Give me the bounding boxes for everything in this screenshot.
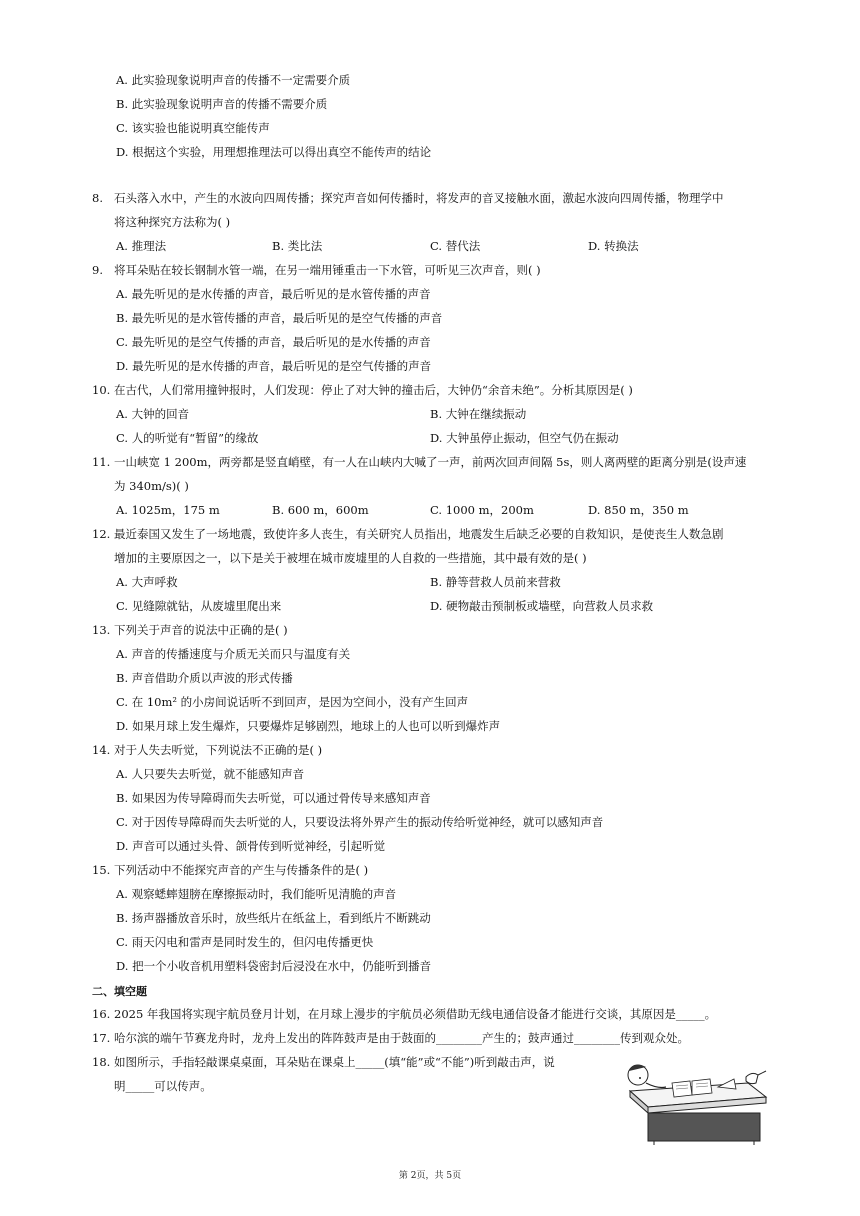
q13-option-b: B. 声音借助介质以声波的形式传播 xyxy=(116,671,293,685)
q8-option-b: B. 类比法 xyxy=(272,239,323,253)
ear-on-desk-illustration xyxy=(620,1053,768,1145)
q11-option-a: A. 1025m，175 m xyxy=(116,503,220,517)
q7-option-d: D. 根据这个实验，用理想推理法可以得出真空不能传声的结论 xyxy=(116,145,432,159)
q15-stem-line1: 下列活动中不能探究声音的产生与传播条件的是( ) xyxy=(114,863,369,877)
q18-stem-line1: 如图所示，手指轻敲课桌桌面，耳朵贴在课桌上_____(填“能”或“不能”)听到敲击声，说 xyxy=(114,1055,555,1069)
q12-option-c: C. 见缝隙就钻，从废墟里爬出来 xyxy=(116,599,282,613)
q15-option-b: B. 扬声器播放音乐时，放些纸片在纸盆上，看到纸片不断跳动 xyxy=(116,911,431,925)
q17-stem-line1: 哈尔滨的端午节赛龙舟时，龙舟上发出的阵阵鼓声是由于鼓面的________产生的；鼓声通过________传到观众处。 xyxy=(114,1031,689,1045)
q12-stem-line1: 最近泰国又发生了一场地震，致使许多人丧生，有关研究人员指出，地震发生后缺乏必要的自救知识，是使丧生人数急剧 xyxy=(114,527,724,541)
q14-stem-line1: 对于人失去听觉，下列说法不正确的是( ) xyxy=(114,743,323,757)
q9-option-c: C. 最先听见的是空气传播的声音，最后听见的是水传播的声音 xyxy=(116,335,431,349)
q11-stem-line2: 为 340m/s)( ) xyxy=(114,479,189,493)
q9-option-b: B. 最先听见的是水管传播的声音，最后听见的是空气传播的声音 xyxy=(116,311,443,325)
q8-option-c: C. 替代法 xyxy=(430,239,481,253)
q16-stem-line1: 2025 年我国将实现宇航员登月计划，在月球上漫步的宇航员必须借助无线电通信设备才能进行交谈，其原因是_____。 xyxy=(114,1007,717,1021)
q12-option-a: A. 大声呼救 xyxy=(116,575,178,589)
q13-option-d: D. 如果月球上发生爆炸，只要爆炸足够剧烈，地球上的人也可以听到爆炸声 xyxy=(116,719,501,733)
q14-option-b: B. 如果因为传导障碍而失去听觉，可以通过骨传导来感知声音 xyxy=(116,791,431,805)
q10-option-a: A. 大钟的回音 xyxy=(116,407,190,421)
q10-number: 10. xyxy=(92,383,111,397)
q13-number: 13. xyxy=(92,623,111,637)
q15-option-a: A. 观察蟋蟀翅膀在摩擦振动时，我们能听见清脆的声音 xyxy=(116,887,397,901)
q11-option-b: B. 600 m，600m xyxy=(272,503,369,517)
q16-number: 16. xyxy=(92,1007,111,1021)
q8-number: 8. xyxy=(92,191,103,205)
page-footer: 第 2页，共 5页 xyxy=(398,1171,462,1181)
q10-option-d: D. 大钟虽停止振动，但空气仍在振动 xyxy=(430,431,619,445)
q17-number: 17. xyxy=(92,1031,111,1045)
q12-option-b: B. 静等营救人员前来营救 xyxy=(430,575,561,589)
q15-option-c: C. 雨天闪电和雷声是同时发生的，但闪电传播更快 xyxy=(116,935,374,949)
q12-number: 12. xyxy=(92,527,111,541)
q12-option-d: D. 硬物敲击预制板或墙壁，向营救人员求救 xyxy=(430,599,654,613)
q8-stem-line1: 石头落入水中，产生的水波向四周传播；探究声音如何传播时，将发声的音叉接触水面，激起水波向四周传播，物理学中 xyxy=(114,191,724,205)
q9-number: 9. xyxy=(92,263,103,277)
q11-option-d: D. 850 m，350 m xyxy=(588,503,689,517)
q11-number: 11. xyxy=(92,455,111,469)
q7-option-a: A. 此实验现象说明声音的传播不一定需要介质 xyxy=(116,73,351,87)
q14-option-a: A. 人只要失去听觉，就不能感知声音 xyxy=(116,767,305,781)
q9-option-d: D. 最先听见的是水传播的声音，最后听见的是空气传播的声音 xyxy=(116,359,432,373)
q11-option-c: C. 1000 m，200m xyxy=(430,503,534,517)
q9-stem-line1: 将耳朵贴在较长钢制水管一端，在另一端用锤重击一下水管，可听见三次声音，则( ) xyxy=(114,263,541,277)
q18-stem-line2: 明_____可以传声。 xyxy=(114,1079,212,1093)
q15-option-d: D. 把一个小收音机用塑料袋密封后浸没在水中，仍能听到播音 xyxy=(116,959,432,973)
q11-stem-line1: 一山峡宽 1 200m，两旁都是竖直峭壁，有一人在山峡内大喊了一声，前两次回声间隔 5s，则人离两壁的距离分别是(设声速 xyxy=(114,455,747,469)
q14-option-c: C. 对于因传导障碍而失去听觉的人，只要设法将外界产生的振动传给听觉神经，就可以感知声音 xyxy=(116,815,604,829)
q18-number: 18. xyxy=(92,1055,111,1069)
q15-number: 15. xyxy=(92,863,111,877)
q14-option-d: D. 声音可以通过头骨、颌骨传到听觉神经，引起听觉 xyxy=(116,839,386,853)
q9-option-a: A. 最先听见的是水传播的声音，最后听见的是水管传播的声音 xyxy=(116,287,431,301)
q7-option-b: B. 此实验现象说明声音的传播不需要介质 xyxy=(116,97,328,111)
q12-stem-line2: 增加的主要原因之一，以下是关于被埋在城市废墟里的人自救的一些措施，其中最有效的是( ) xyxy=(114,551,587,565)
section-heading-fill-in: 二、填空题 xyxy=(92,985,147,998)
q13-option-a: A. 声音的传播速度与介质无关而只与温度有关 xyxy=(116,647,351,661)
q13-stem-line1: 下列关于声音的说法中正确的是( ) xyxy=(114,623,288,637)
q13-option-c: C. 在 10m² 的小房间说话听不到回声，是因为空间小，没有产生回声 xyxy=(116,695,469,709)
q10-stem-line1: 在古代，人们常用撞钟报时，人们发现：停止了对大钟的撞击后，大钟仍“余音未绝”。分析其原因是( ) xyxy=(114,383,633,397)
q8-option-a: A. 推理法 xyxy=(116,239,167,253)
q8-stem-line2: 将这种探究方法称为( ) xyxy=(114,215,231,229)
q8-option-d: D. 转换法 xyxy=(588,239,639,253)
q10-option-c: C. 人的听觉有“暂留”的缘故 xyxy=(116,431,259,445)
q7-option-c: C. 该实验也能说明真空能传声 xyxy=(116,121,270,135)
q10-option-b: B. 大钟在继续振动 xyxy=(430,407,527,421)
q14-number: 14. xyxy=(92,743,111,757)
